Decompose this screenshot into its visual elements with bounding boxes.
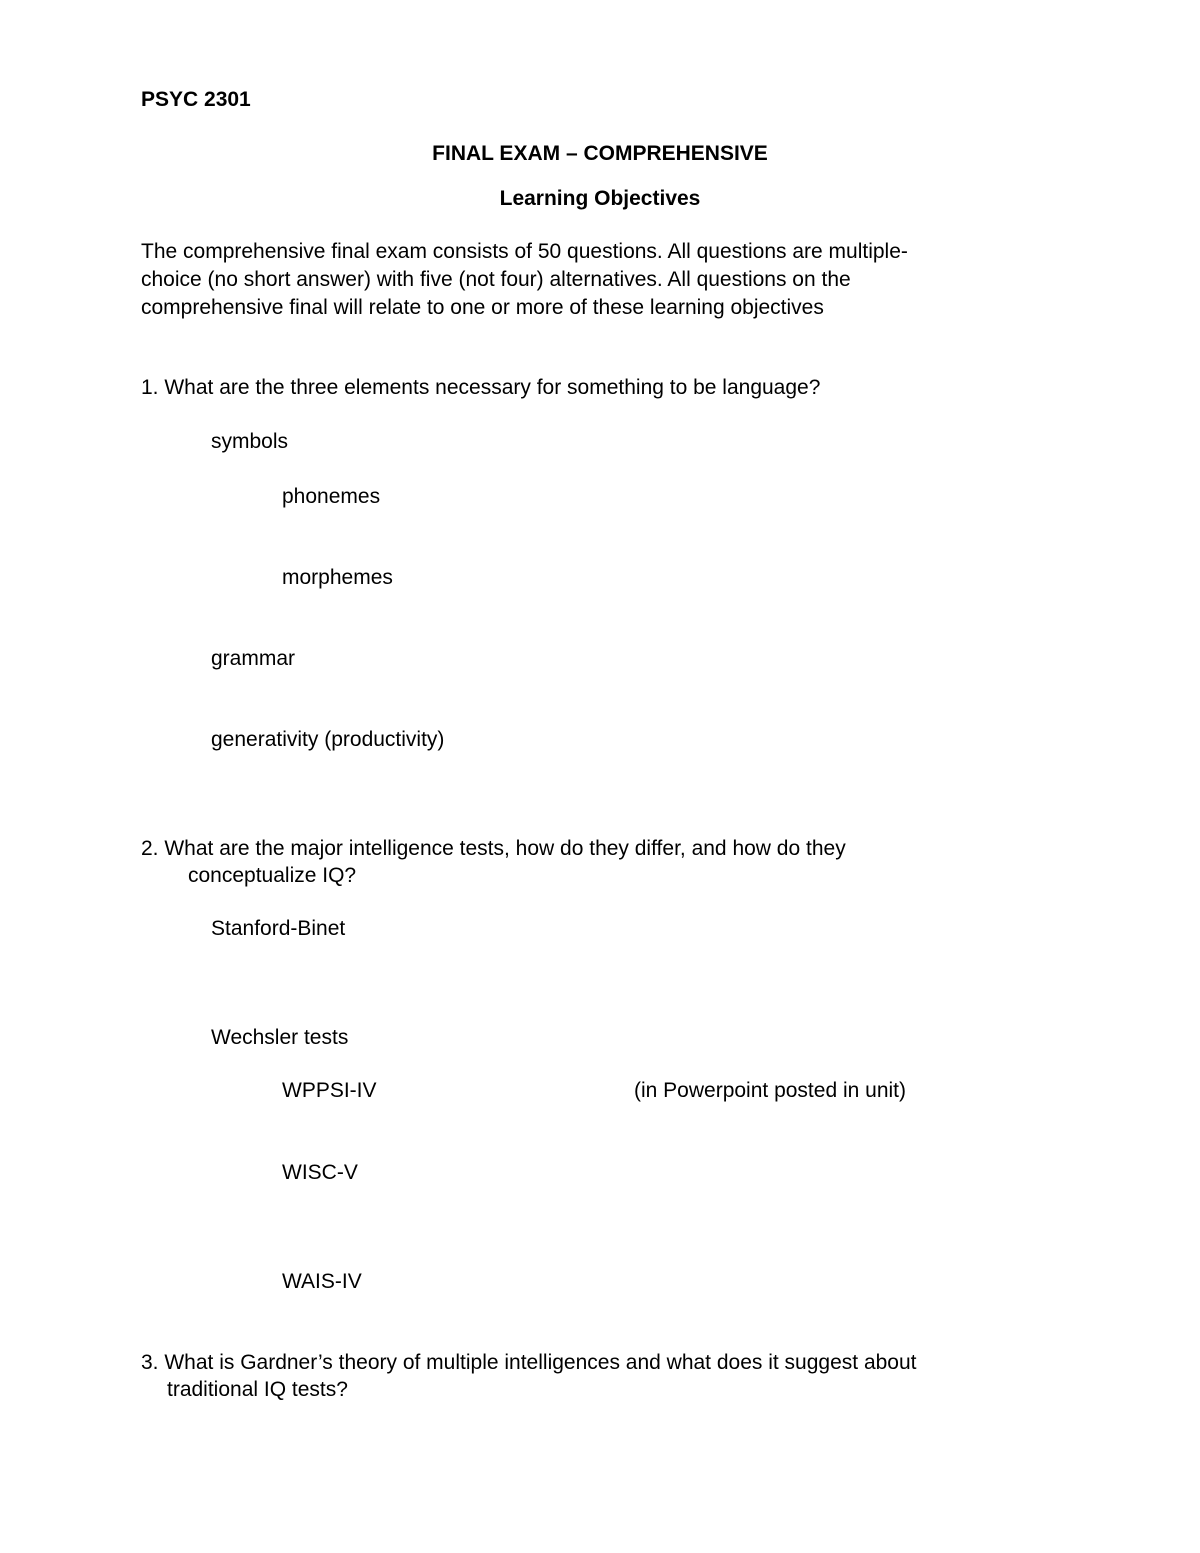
q1-item-symbols: symbols [211,430,289,453]
q1-item-grammar: grammar [211,647,296,670]
q2-item-stanford-binet: Stanford-Binet [211,917,346,940]
question-1: 1. What are the three elements necessary for something to be language? [141,376,821,399]
course-code: PSYC 2301 [141,88,251,111]
intro-line-3: comprehensive final will relate to one or more of these learning objectives [141,296,824,319]
q2-subitem-wppsi: WPPSI-IV [282,1079,377,1102]
exam-title: FINAL EXAM – COMPREHENSIVE [432,142,768,165]
q1-item-generativity: generativity (productivity) [211,728,445,751]
q1-subitem-morphemes: morphemes [282,566,393,589]
q2-subitem-wais: WAIS-IV [282,1270,362,1293]
question-2-line-1: 2. What are the major intelligence tests, how do they differ, and how do they [141,837,846,860]
q1-subitem-phonemes: phonemes [282,485,381,508]
q2-wppsi-note: (in Powerpoint posted in unit) [634,1079,906,1102]
intro-line-2: choice (no short answer) with five (not four) alternatives. All questions on the [141,268,851,291]
question-3-line-2: traditional IQ tests? [167,1378,348,1401]
section-heading: Learning Objectives [499,187,701,210]
question-3-line-1: 3. What is Gardner’s theory of multiple intelligences and what does it suggest about [141,1351,917,1374]
intro-line-1: The comprehensive final exam consists of 50 questions. All questions are multiple- [141,240,908,263]
q2-subitem-wisc: WISC-V [282,1161,358,1184]
question-2-line-2: conceptualize IQ? [188,864,357,887]
q2-item-wechsler: Wechsler tests [211,1026,349,1049]
